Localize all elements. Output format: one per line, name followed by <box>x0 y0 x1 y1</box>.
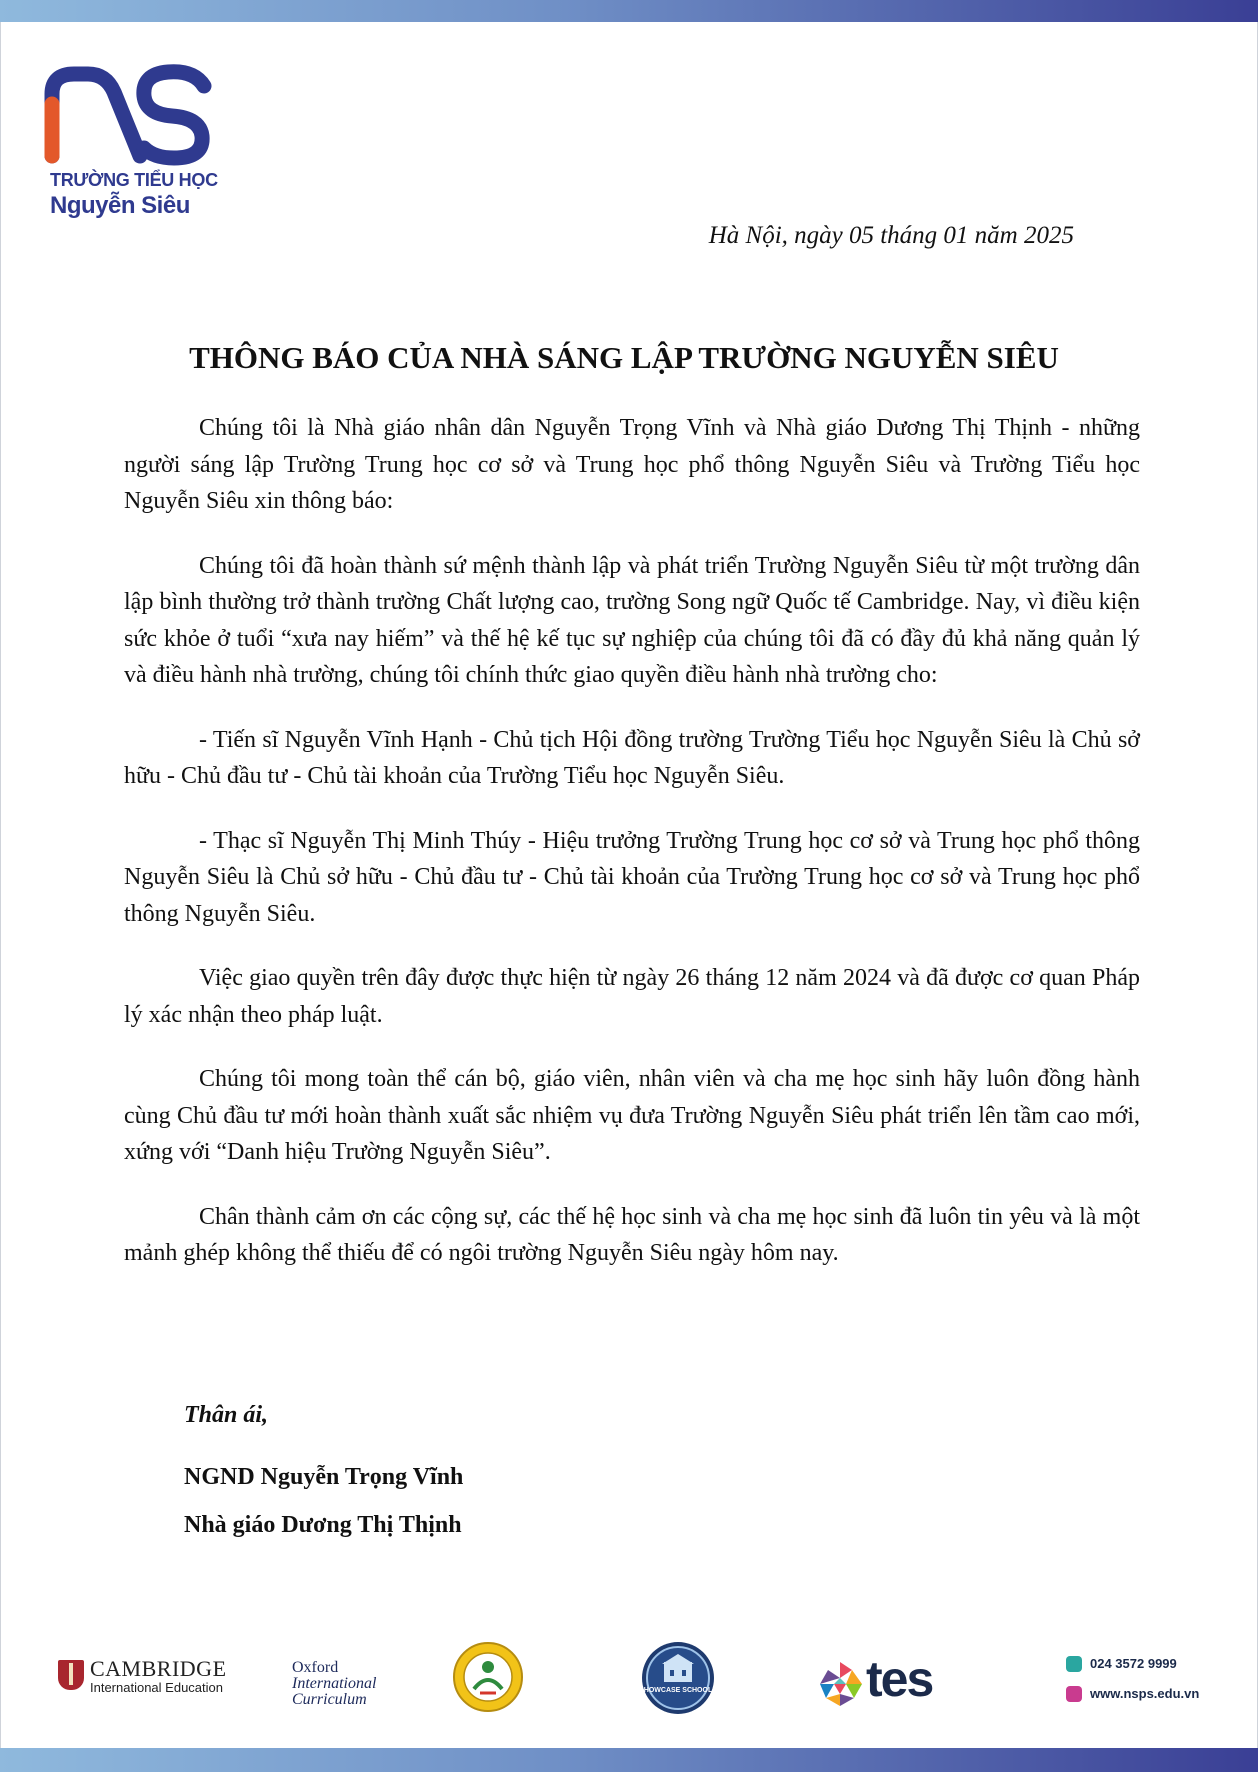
cursor-icon <box>1066 1686 1082 1702</box>
cambridge-subtitle: International Education <box>90 1680 223 1695</box>
oxford-line-3: Curriculum <box>292 1691 367 1708</box>
ns-monogram-icon <box>44 64 214 168</box>
footer-partner-logos <box>0 1636 1258 1726</box>
paragraph-primary-handover: - Tiến sĩ Nguyễn Vĩnh Hạnh - Chủ tịch Hội đồng trường Trường Tiểu học Nguyễn Siêu là Chủ sở hữu - Chủ đầu tư - Chủ tài khoản của Trường Tiểu học Nguyễn Siêu. <box>124 726 1140 789</box>
oxford-line-2: International <box>292 1675 377 1692</box>
phone-icon <box>1066 1656 1082 1672</box>
signoff-greeting: Thân ái, <box>184 1402 269 1428</box>
paragraph-intro: Chúng tôi là Nhà giáo nhân dân Nguyễn Trọng Vĩnh và Nhà giáo Dương Thị Thịnh - những người sáng lập Trường Trung học cơ sở và Trung học phổ thông Nguyễn Siêu và Trường Tiểu học Nguyễn Siêu xin thông báo: <box>124 415 1140 514</box>
logo-line-1: TRƯỜNG TIỂU HỌC <box>50 170 218 190</box>
phone-number: 024 3572 9999 <box>1090 1656 1177 1671</box>
oxford-line-1: Oxford <box>292 1659 339 1676</box>
paragraph-legal: Việc giao quyền trên đây được thực hiện từ ngày 26 tháng 12 năm 2024 và đã được cơ quan Pháp lý xác nhận theo pháp luật. <box>124 965 1140 1028</box>
cambridge-shield-icon <box>58 1660 84 1690</box>
cambridge-name: CAMBRIDGE <box>90 1656 227 1681</box>
paragraph-secondary-handover: - Thạc sĩ Nguyễn Thị Minh Thúy - Hiệu trưởng Trường Trung học cơ sở và Trung học phổ thông Nguyễn Siêu là Chủ sở hữu - Chủ đầu tư - Chủ tài khoản của Trường Trung học cơ sở và Trung học phổ thông Nguyễn Siêu. <box>124 827 1140 927</box>
school-seal-icon <box>452 1641 524 1713</box>
showcase-schools-logo <box>640 1640 716 1716</box>
top-gradient-bar <box>0 0 1258 22</box>
bottom-gradient-bar <box>0 1748 1258 1772</box>
school-logo <box>44 64 224 224</box>
signer-2: Nhà giáo Dương Thị Thịnh <box>184 1512 462 1538</box>
showcase-badge-icon <box>640 1640 716 1716</box>
tes-mosaic-icon <box>816 1660 864 1708</box>
signer-1: NGND Nguyễn Trọng Vĩnh <box>184 1464 464 1490</box>
tes-logo <box>816 1651 946 1708</box>
paragraph-appeal: Chúng tôi mong toàn thể cán bộ, giáo viên, nhân viên và cha mẹ học sinh hãy luôn đồng hành cùng Chủ đầu tư mới hoàn thành xuất sắc nhiệm vụ đưa Trường Nguyễn Siêu phát triển lên tầm cao mới, xứng với “Danh hiệu Trường Nguyễn Siêu”. <box>124 1066 1140 1165</box>
paragraph-thanks: Chân thành cảm ơn các cộng sự, các thế hệ học sinh và cha mẹ học sinh đã luôn tin yêu và là một mảnh ghép không thể thiếu để có ngôi trường Nguyễn Siêu ngày hôm nay. <box>124 1203 1140 1266</box>
website-link[interactable]: www.nsps.edu.vn <box>1090 1686 1200 1701</box>
logo-line-2: Nguyễn Siêu <box>50 192 190 219</box>
document-date: Hà Nội, ngày 05 tháng 01 năm 2025 <box>708 222 1074 249</box>
paragraph-mission: Chúng tôi đã hoàn thành sứ mệnh thành lập và phát triển Trường Nguyễn Siêu từ một trường dân lập bình thường trở thành trường Chất lượng cao, trường Song ngữ Quốc tế Cambridge. Nay, vì điều kiện sức khỏe ở tuổi “xưa nay hiếm” và thế hệ kế tục sự nghiệp của chúng tôi đã có đầy đủ khả năng quản lý và điều hành nhà trường, chúng tôi chính thức giao quyền điều hành nhà trường cho: <box>124 552 1140 688</box>
showcase-label: SHOWCASE SCHOOLS <box>640 1687 716 1694</box>
oxford-logo <box>292 1660 376 1708</box>
document-title: THÔNG BÁO CỦA NHÀ SÁNG LẬP TRƯỜNG NGUYỄN SIÊU <box>189 340 1059 375</box>
tes-wordmark: tes <box>866 1651 933 1707</box>
document-body <box>124 410 1140 1300</box>
